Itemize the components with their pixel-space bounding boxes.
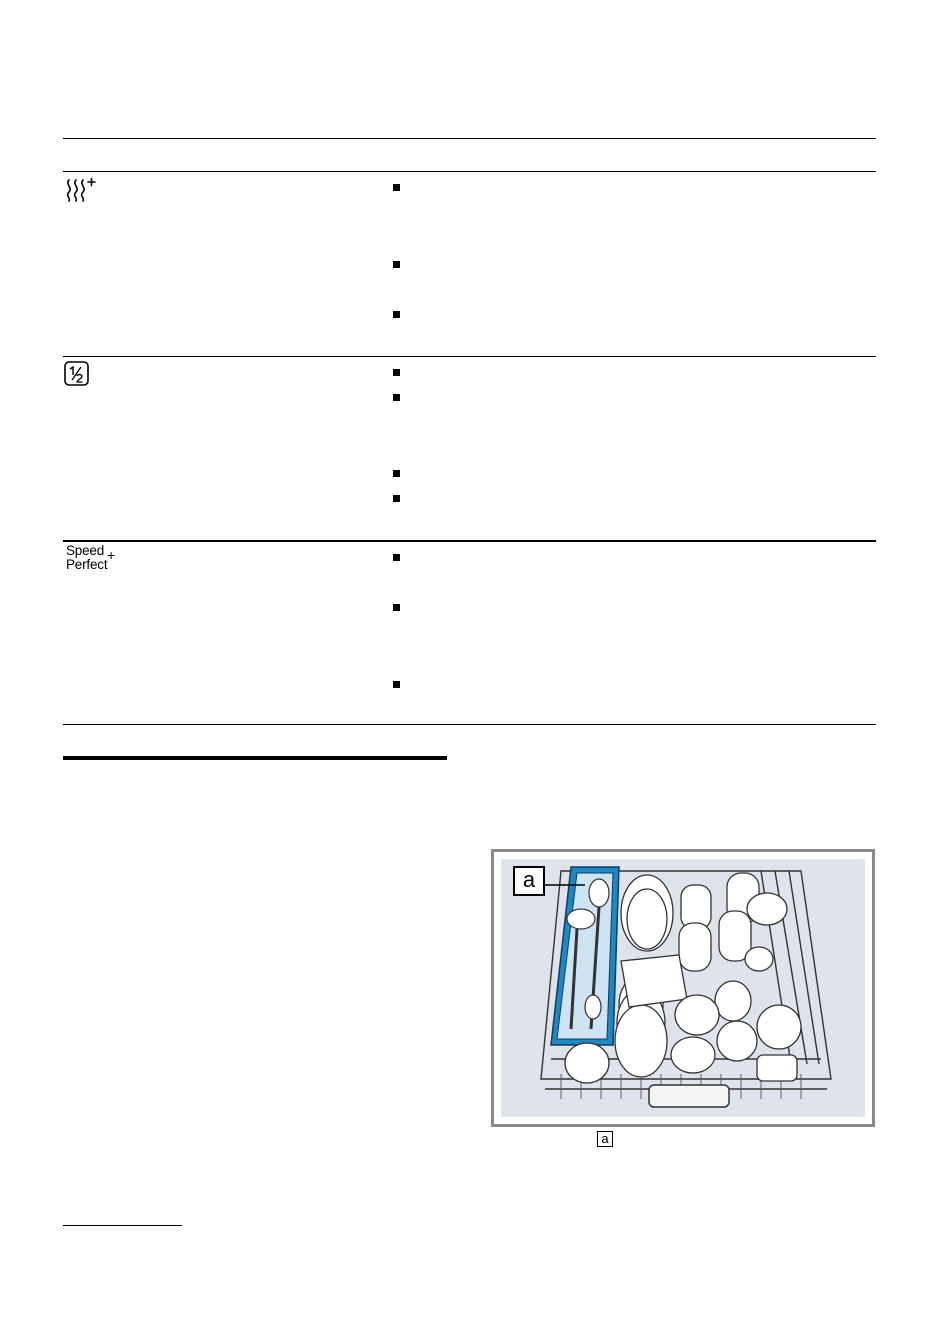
row-divider bbox=[63, 540, 876, 542]
speed-label-line1: Speed bbox=[66, 543, 105, 558]
basket-illustration bbox=[491, 849, 875, 1127]
section-heading-bar bbox=[63, 756, 447, 760]
caption-label-a: a bbox=[597, 1131, 613, 1147]
callout-label-a: a bbox=[513, 866, 545, 896]
half-load-icon bbox=[64, 361, 90, 387]
row-divider bbox=[63, 356, 876, 357]
list-bullet bbox=[393, 394, 400, 401]
list-bullet bbox=[393, 261, 400, 268]
speed-plus-icon: + bbox=[107, 547, 116, 563]
cutlery-drawer bbox=[551, 867, 619, 1045]
illustration-background bbox=[501, 859, 865, 1117]
list-bullet bbox=[393, 369, 400, 376]
intensive-zone-icon bbox=[64, 176, 98, 202]
list-bullet bbox=[393, 604, 400, 611]
footnote-rule bbox=[63, 1225, 182, 1226]
list-bullet bbox=[393, 470, 400, 477]
table-bottom-rule bbox=[63, 724, 876, 725]
list-bullet bbox=[393, 184, 400, 191]
table-header-rule bbox=[63, 171, 876, 172]
list-bullet bbox=[393, 681, 400, 688]
table-top-rule bbox=[63, 138, 876, 139]
list-bullet bbox=[393, 495, 400, 502]
dishwasher-basket-drawing bbox=[501, 859, 865, 1117]
list-bullet bbox=[393, 311, 400, 318]
speed-perfect-icon bbox=[66, 544, 107, 572]
speed-label-line2: Perfect bbox=[66, 557, 108, 572]
list-bullet bbox=[393, 554, 400, 561]
